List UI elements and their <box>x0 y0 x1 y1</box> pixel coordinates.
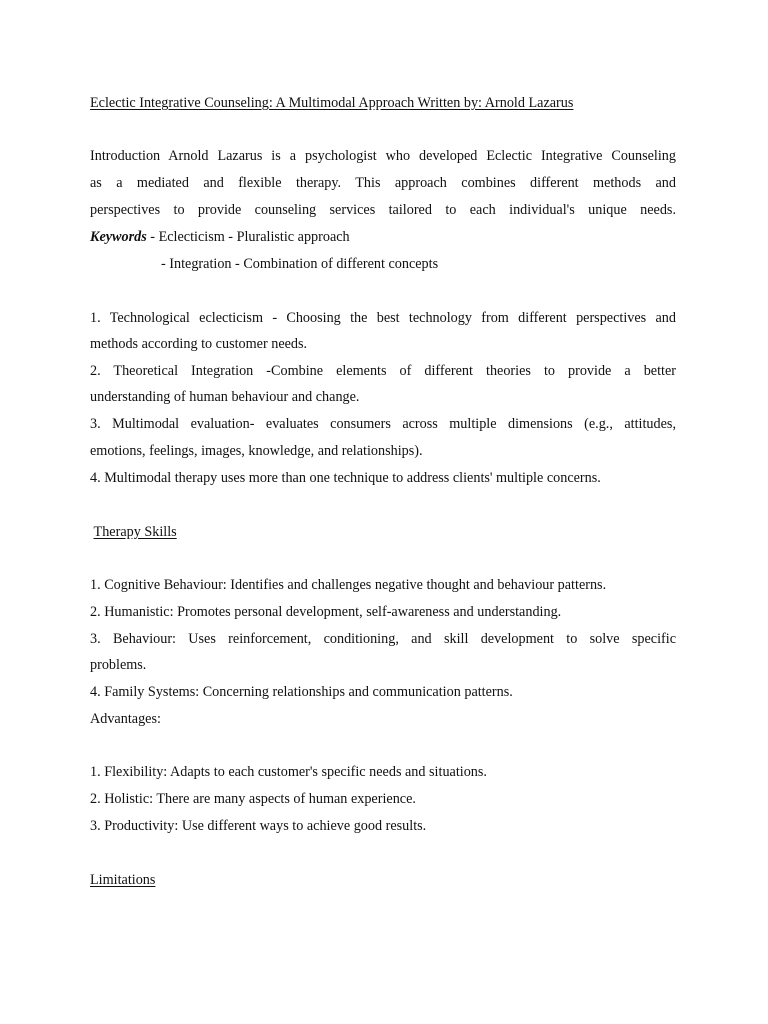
principle-2-line-2: understanding of human behaviour and change. <box>90 389 360 405</box>
principle-3-line-1: 3. Multimodal evaluation- evaluates consumers across multiple dimensions (e.g., attitudes, <box>90 416 676 432</box>
advantages-heading: Advantages: <box>90 711 161 727</box>
limitations-heading: Limitations <box>90 872 156 888</box>
principle-2-line-1: 2. Theoretical Integration -Combine elements of different theories to provide a better <box>90 363 676 379</box>
intro-line-3: perspectives to provide counseling services tailored to each individual's unique needs. <box>90 202 676 218</box>
intro-line-1: Introduction Arnold Lazarus is a psychologist who developed Eclectic Integrative Counseling <box>90 148 676 164</box>
skill-1: 1. Cognitive Behaviour: Identifies and challenges negative thought and behaviour patterns. <box>90 577 607 593</box>
skill-3-line-1: 3. Behaviour: Uses reinforcement, conditioning, and skill development to solve specific <box>90 631 676 647</box>
keywords-line-2: - Integration - Combination of different concepts <box>161 256 439 272</box>
keywords-line-1 <box>90 228 676 246</box>
skill-4: 4. Family Systems: Concerning relationships and communication patterns. <box>90 684 513 700</box>
advantage-3: 3. Productivity: Use different ways to achieve good results. <box>90 818 427 834</box>
advantage-1: 1. Flexibility: Adapts to each customer's specific needs and situations. <box>90 764 487 780</box>
therapy-skills-heading-text: Therapy Skills <box>93 524 177 540</box>
principle-3-line-2: emotions, feelings, images, knowledge, and relationships). <box>90 443 423 459</box>
skill-2: 2. Humanistic: Promotes personal development, self-awareness and understanding. <box>90 604 562 620</box>
intro-line-2: as a mediated and flexible therapy. This approach combines different methods and <box>90 175 676 191</box>
document-title: Eclectic Integrative Counseling: A Multimodal Approach Written by: Arnold Lazarus <box>90 95 574 111</box>
principle-4-line-1: 4. Multimodal therapy uses more than one technique to address clients' multiple concerns. <box>90 470 601 486</box>
principle-1-line-2: methods according to customer needs. <box>90 336 308 352</box>
skill-3-line-2: problems. <box>90 657 147 673</box>
keywords-text-1: - Eclecticism - Pluralistic approach <box>146 229 350 245</box>
therapy-skills-heading <box>90 523 676 541</box>
keywords-label: Keywords <box>90 229 147 245</box>
advantage-2: 2. Holistic: There are many aspects of human experience. <box>90 791 416 807</box>
principle-1-line-1: 1. Technological eclecticism - Choosing the best technology from different perspectives and <box>90 310 676 326</box>
